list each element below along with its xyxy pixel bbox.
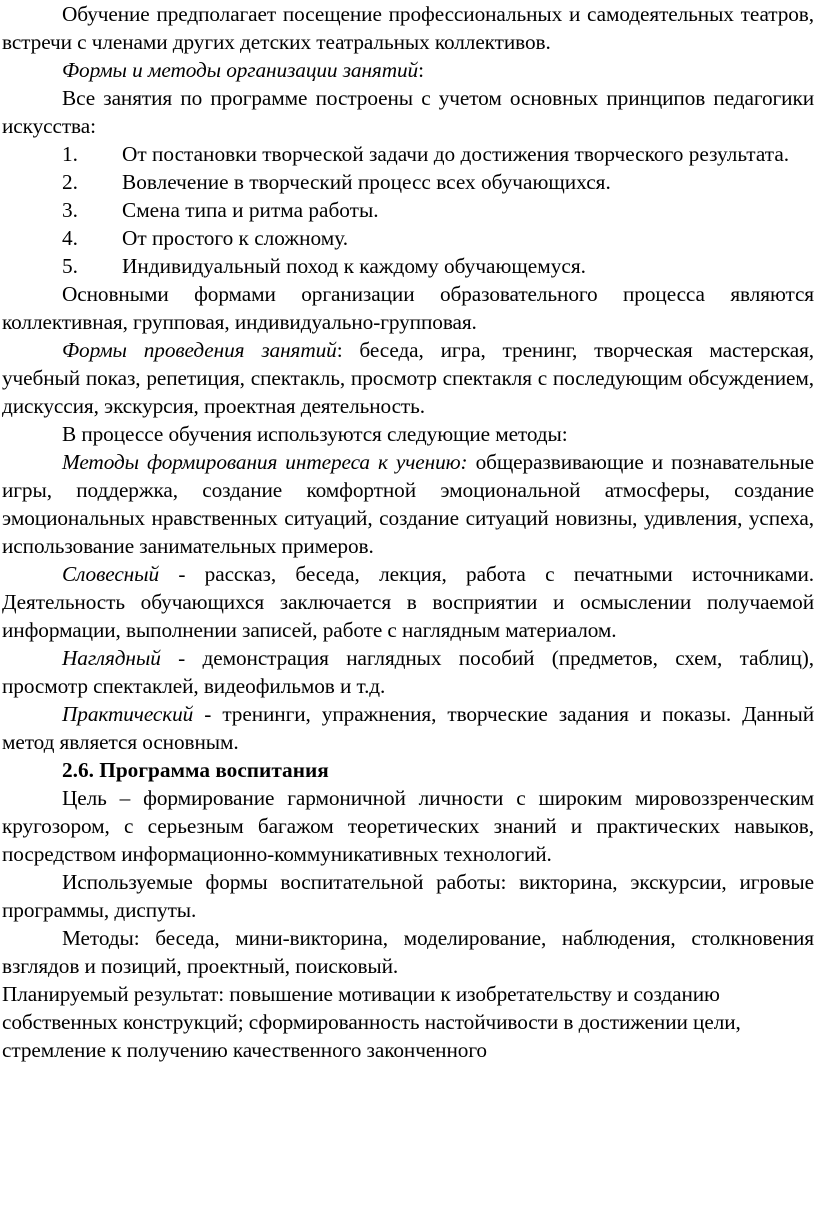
list-item — [2, 196, 814, 224]
list-number: 3. — [62, 198, 78, 222]
list-item — [2, 140, 814, 168]
italic-term: Формы проведения занятий — [62, 338, 337, 362]
list-text: От постановки творческой задачи до достижения творческого результата. — [122, 142, 790, 166]
paragraph-main-forms: Основными формами организации образовательного процесса являются коллективная, групповая, индивидуально-групповая. — [2, 282, 814, 334]
paragraph-planned-result: Планируемый результат: повышение мотивации к изобретательству и созданию собственных конструкций; сформированность настойчивости в достижении цели, стремление к получению качественного законченного — [2, 982, 741, 1062]
paragraph-education-forms: Используемые формы воспитательной работы: викторина, экскурсии, игровые программы, диспуты. — [2, 870, 814, 922]
paragraph-education-methods: Методы: беседа, мини-викторина, моделирование, наблюдения, столкновения взглядов и позиций, проектный, поисковый. — [2, 926, 814, 978]
italic-term: Формы и методы организации занятий — [62, 58, 419, 82]
list-number: 1. — [62, 142, 78, 166]
paragraph-principles: Все занятия по программе построены с учетом основных принципов педагогики искусства: — [2, 86, 814, 138]
paragraph-methods-intro: В процессе обучения используются следующие методы: — [62, 422, 568, 446]
list-item — [2, 168, 814, 196]
paragraph-goal: Цель – формирование гармоничной личности с широким мировоззренческим кругозором, с серьезным багажом теоретических знаний и практических навыков, посредством информационно-коммуникативных технологий. — [2, 786, 814, 866]
italic-term: Практический — [62, 702, 194, 726]
paragraph-text: : беседа, игра, тренинг, творческая мастерская, учебный показ, репетиция, спектакль, просмотр спектакля с последующим обсуждением, дискуссия, экскурсия, проектная деятельность. — [2, 338, 815, 418]
paragraph-text: общеразвивающие и познавательные игры, поддержка, создание комфортной эмоциональной атмосферы, создание эмоциональных нравственных ситуаций, создание ситуаций новизны, удивления, успеха, использование занимательных примеров. — [2, 450, 814, 558]
italic-term: Словесный — [62, 562, 160, 586]
list-item — [2, 224, 814, 252]
list-item — [2, 252, 814, 280]
paragraph-practical-method — [2, 700, 814, 756]
italic-term: Наглядный — [62, 646, 161, 670]
paragraph-text: - рассказ, беседа, лекция, работа с печатными источниками. Деятельность обучающихся заключается в восприятии и осмыслении получаемой информации, выполнении записей, работе с наглядным материалом. — [2, 562, 814, 642]
paragraph-training: Обучение предполагает посещение профессиональных и самодеятельных театров, встречи с членами других детских театральных коллективов. — [2, 2, 814, 54]
paragraph-forms-methods — [2, 56, 814, 84]
list-number: 5. — [62, 254, 78, 278]
paragraph-visual-method — [2, 644, 814, 700]
paragraph-text: - тренинги, упражнения, творческие задания и показы. Данный метод является основным. — [2, 702, 814, 754]
paragraph-verbal-method — [2, 560, 814, 644]
list-text: Индивидуальный поход к каждому обучающемуся. — [122, 254, 586, 278]
paragraph-text: - демонстрация наглядных пособий (предметов, схем, таблиц), просмотр спектаклей, видеофильмов и т.д. — [2, 646, 814, 698]
paragraph-text: : — [418, 58, 424, 82]
list-number: 2. — [62, 170, 78, 194]
paragraph-interest-methods — [2, 448, 814, 560]
paragraph-lesson-forms — [2, 336, 814, 420]
list-text: Вовлечение в творческий процесс всех обучающихся. — [122, 170, 611, 194]
list-text: От простого к сложному. — [122, 226, 349, 250]
list-text: Смена типа и ритма работы. — [122, 198, 379, 222]
italic-term: Методы формирования интереса к учению: — [62, 450, 468, 474]
list-number: 4. — [62, 226, 78, 250]
section-heading: 2.6. Программа воспитания — [62, 758, 329, 782]
